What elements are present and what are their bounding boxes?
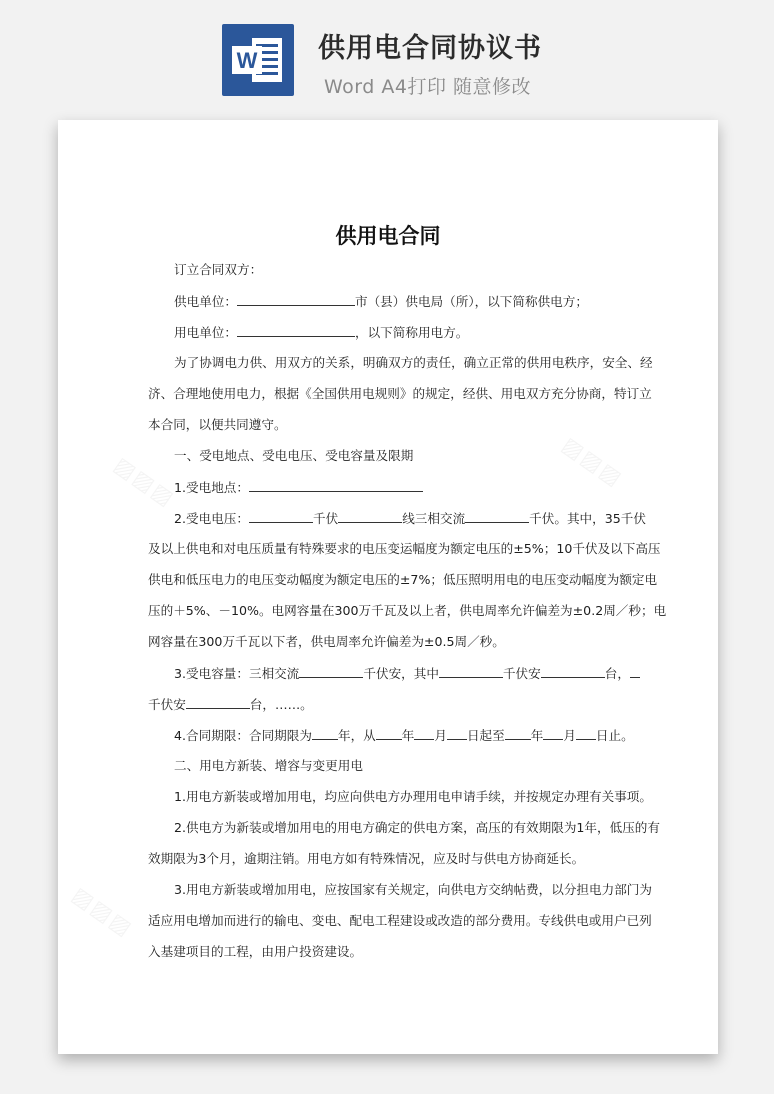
text-line: 3.受电容量：三相交流 千伏安，其中 千伏安 台， [174, 665, 640, 682]
word-logo-icon [222, 24, 294, 96]
text-line: 供电和低压电力的电压变动幅度为额定电压的±7%；低压照明用电的电压变动幅度为额定电 [148, 572, 658, 587]
fill-blank [576, 727, 596, 740]
text-line: 用电单位： ，以下简称用电方。 [174, 325, 469, 340]
text-line: 本合同，以便共同遵守。 [148, 417, 287, 432]
section-heading: 一、受电地点、受电电压、受电容量及限期 [174, 448, 414, 463]
fill-blank [505, 727, 531, 740]
banner-title: 供用电合同协议书 [318, 33, 542, 64]
fill-blank [299, 665, 363, 678]
fill-blank [465, 510, 529, 523]
text-line: 1.用电方新装或增加用电，均应向供电方办理用电申请手续，并按规定办理有关事项。 [174, 789, 652, 804]
fill-blank [541, 665, 605, 678]
text-line: 适应用电增加而进行的输电、变电、配电工程建设或改造的部分费用。专线供电或用户已列 [148, 913, 652, 928]
fill-blank [414, 727, 434, 740]
fill-blank [249, 510, 313, 523]
text-line: 为了协调电力供、用双方的关系，明确双方的责任，确立正常的供用电秩序，安全、经 [174, 355, 653, 370]
text-line: 1.受电地点： [174, 479, 423, 496]
text-line: 订立合同双方： [174, 262, 263, 277]
fill-blank [237, 324, 355, 337]
document-title: 供用电合同 [335, 224, 441, 248]
fill-blank [376, 727, 402, 740]
text-line: 供电单位： 市（县）供电局（所），以下简称供电方； [174, 294, 588, 309]
watermark [67, 883, 137, 943]
fill-blank [312, 727, 338, 740]
text-line: 4.合同期限：合同期限为 年，从 年 月 日起至 年 月 日止。 [174, 728, 634, 743]
text-line: 济、合理地使用电力，根据《全国供用电规则》的规定，经供、用电双方充分协商，特订立 [148, 386, 652, 401]
section-heading: 二、用电方新装、增容与变更用电 [174, 758, 363, 773]
fill-blank [630, 665, 640, 678]
text-line: 2.受电电压： 千伏 线三相交流 千伏。其中，35千伏 [174, 511, 646, 526]
text-line: 压的＋5%、－10%。电网容量在300万千瓦及以上者，供电周率允许偏差为±0.2周／秒；电 [148, 603, 667, 618]
text-line: 2.供电方为新装或增加用电的用电方确定的供电方案，高压的有效期限为1年，低压的有 [174, 820, 660, 835]
logo-letter: W [236, 48, 258, 73]
text-line: 及以上供电和对电压质量有特殊要求的电压变运幅度为额定电压的±5%；10千伏及以下高压 [148, 541, 661, 556]
text-line: 3.用电方新装或增加用电，应按国家有关规定，向供电方交纳帖费，以分担电力部门为 [174, 882, 652, 897]
fill-blank [543, 727, 563, 740]
fill-blank [186, 696, 250, 709]
document-page [58, 120, 718, 1054]
text-line: 网容量在300万千瓦以下者，供电周率允许偏差为±0.5周／秒。 [148, 634, 505, 649]
text-line: 千伏安 台，……。 [148, 697, 313, 712]
fill-blank [338, 510, 402, 523]
fill-blank [439, 665, 503, 678]
header-banner [0, 0, 774, 118]
fill-blank [447, 727, 467, 740]
watermark [557, 433, 627, 493]
fill-blank [237, 293, 355, 306]
watermark [109, 453, 179, 513]
text-line: 效期限为3个月，逾期注销。用电方如有特殊情况，应及时与供电方协商延长。 [148, 851, 585, 866]
banner-subtitle: Word A4打印 随意修改 [324, 76, 532, 98]
fill-blank [249, 479, 423, 492]
text-line: 入基建项目的工程，由用户投资建设。 [148, 944, 363, 959]
